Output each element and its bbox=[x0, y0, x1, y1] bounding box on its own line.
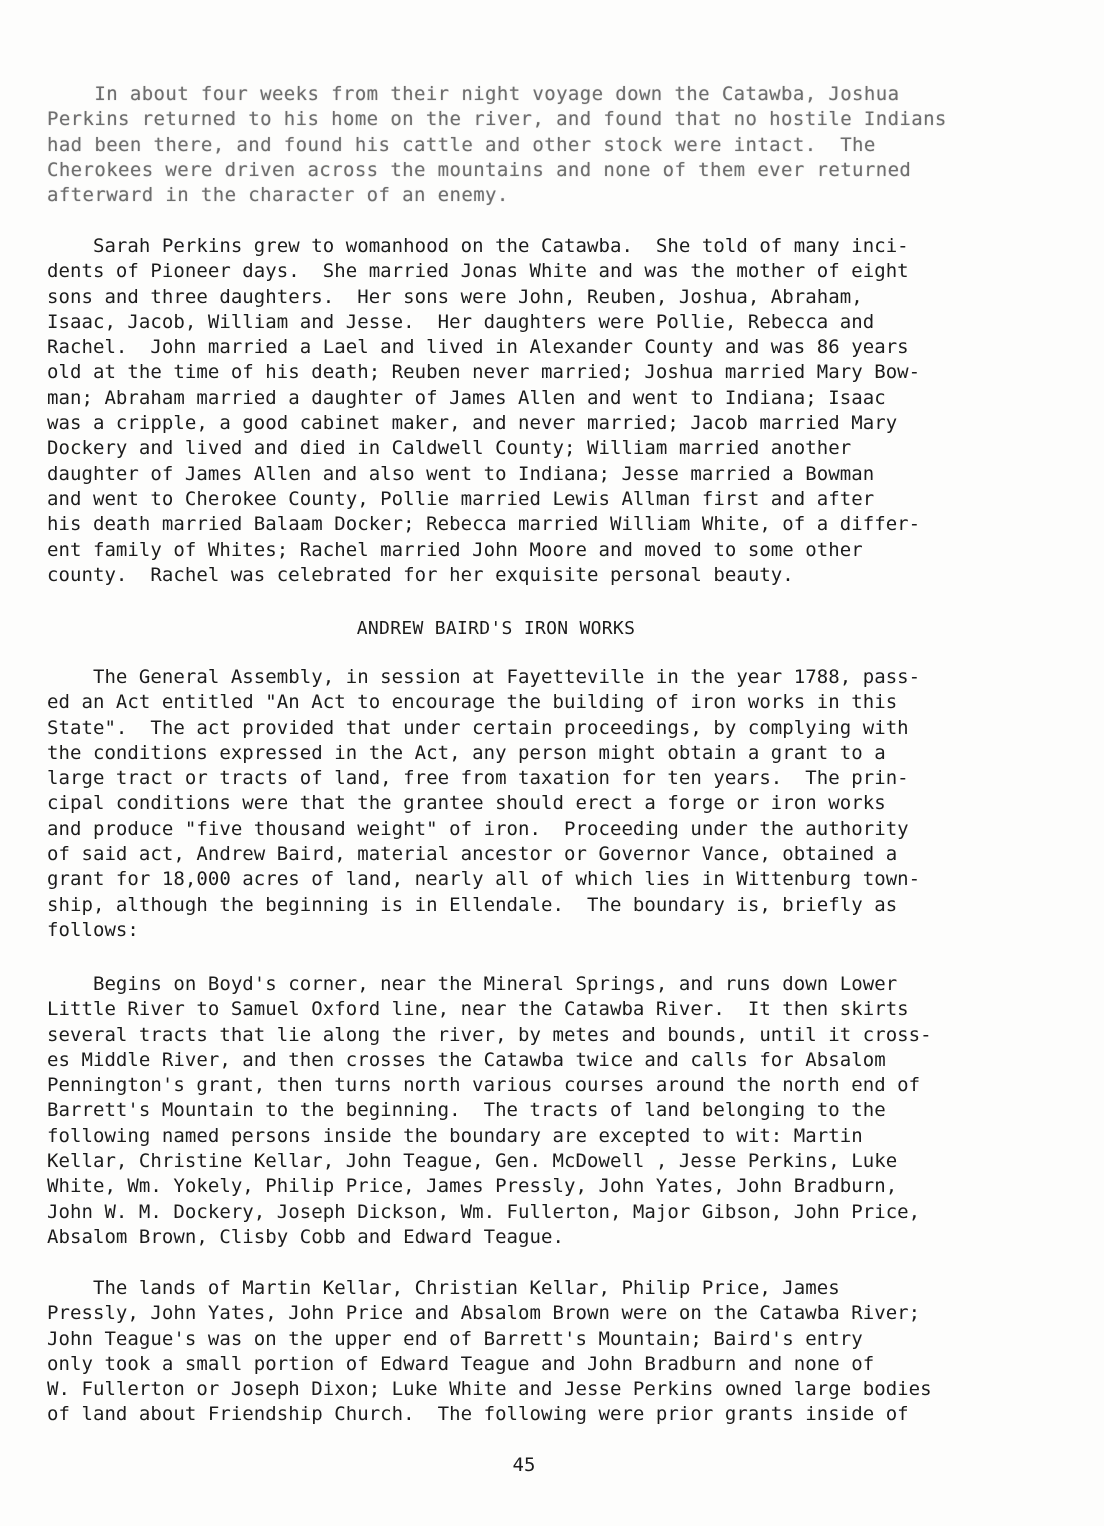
paragraph-boundary bbox=[47, 972, 1047, 1250]
text-line: was a cripple, a good cabinet maker, and never married; Jacob married Mary bbox=[47, 412, 898, 435]
text-line: Pennington's grant, then turns north various courses around the north end of bbox=[47, 1074, 921, 1097]
text-line: of land about Friendship Church. The following were prior grants inside of bbox=[47, 1403, 909, 1426]
section-heading bbox=[0, 617, 1104, 641]
text-line: follows: bbox=[47, 918, 139, 941]
page-number-text: 45 bbox=[512, 1454, 536, 1476]
text-line: sons and three daughters. Her sons were John, Reuben, Joshua, Abraham, bbox=[47, 285, 863, 308]
text-line: man; Abraham married a daughter of James Allen and went to Indiana; Isaac bbox=[47, 386, 886, 409]
paragraph-night-voyage bbox=[47, 82, 1047, 208]
text-line: Little River to Samuel Oxford line, near the Catawba River. It then skirts bbox=[47, 998, 909, 1021]
text-line: The lands of Martin Kellar, Christian Kellar, Philip Price, James bbox=[47, 1277, 840, 1299]
text-line: of said act, Andrew Baird, material ancestor or Governor Vance, obtained a bbox=[47, 843, 898, 866]
text-line: W. Fullerton or Joseph Dixon; Luke White and Jesse Perkins owned large bodies bbox=[47, 1378, 932, 1401]
text-line: John W. M. Dockery, Joseph Dickson, Wm. Fullerton, Major Gibson, John Price, bbox=[47, 1200, 921, 1223]
text-line: Dockery and lived and died in Caldwell County; William married another bbox=[47, 437, 852, 460]
text-line: several tracts that lie along the river, by metes and bounds, until it cross- bbox=[47, 1023, 932, 1046]
text-line: ship, although the beginning is in Ellendale. The boundary is, briefly as bbox=[47, 893, 898, 916]
text-line: cipal conditions were that the grantee should erect a forge or iron works bbox=[47, 792, 886, 815]
text-line: had been there, and found his cattle and other stock were intact. The bbox=[47, 133, 876, 156]
text-line: old at the time of his death; Reuben never married; Joshua married Mary Bow- bbox=[47, 361, 921, 384]
text-line: only took a small portion of Edward Teague and John Bradburn and none of bbox=[47, 1352, 875, 1375]
text-line: es Middle River, and then crosses the Catawba twice and calls for Absalom bbox=[47, 1048, 886, 1071]
paragraph-lands bbox=[47, 1276, 1047, 1428]
section-heading-text: ANDREW BAIRD'S IRON WORKS bbox=[356, 618, 636, 639]
text-line: county. Rachel was celebrated for her exquisite personal beauty. bbox=[47, 563, 794, 586]
text-line: White, Wm. Yokely, Philip Price, James Pressly, John Yates, John Bradburn, bbox=[47, 1175, 898, 1198]
text-line: and produce "five thousand weight" of iron. Proceeding under the authority bbox=[47, 817, 909, 840]
text-line: The General Assembly, in session at Fayetteville in the year 1788, pass- bbox=[47, 666, 921, 688]
text-line: Absalom Brown, Clisby Cobb and Edward Teague. bbox=[47, 1225, 565, 1248]
text-line: daughter of James Allen and also went to Indiana; Jesse married a Bowman bbox=[47, 462, 875, 485]
text-line: State". The act provided that under certain proceedings, by complying with bbox=[47, 716, 909, 739]
text-line: Barrett's Mountain to the beginning. The tracts of land belonging to the bbox=[47, 1099, 886, 1122]
text-line: Isaac, Jacob, William and Jesse. Her daughters were Pollie, Rebecca and bbox=[47, 310, 875, 333]
text-line: Pressly, John Yates, John Price and Absalom Brown were on the Catawba River; bbox=[47, 1302, 921, 1325]
paragraph-sarah-perkins bbox=[47, 234, 1047, 588]
text-line: the conditions expressed in the Act, any person might obtain a grant to a bbox=[47, 741, 886, 764]
text-line: Rachel. John married a Lael and lived in Alexander County and was 86 years bbox=[47, 336, 909, 359]
text-line: Begins on Boyd's corner, near the Mineral Springs, and runs down Lower bbox=[47, 973, 898, 995]
text-line: Kellar, Christine Kellar, John Teague, Gen. McDowell , Jesse Perkins, Luke bbox=[47, 1150, 898, 1173]
text-line: grant for 18,000 acres of land, nearly all of which lies in Wittenburg town- bbox=[47, 868, 921, 891]
text-line: In about four weeks from their night voyage down the Catawba, Joshua bbox=[47, 83, 900, 105]
text-line: his death married Balaam Docker; Rebecca married William White, of a differ- bbox=[47, 513, 921, 536]
paragraph-general-assembly bbox=[47, 665, 1047, 943]
text-line: dents of Pioneer days. She married Jonas White and was the mother of eight bbox=[47, 260, 909, 283]
text-line: ed an Act entitled "An Act to encourage the building of iron works in this bbox=[47, 691, 898, 714]
page-number bbox=[0, 1453, 1104, 1477]
text-line: Perkins returned to his home on the river, and found that no hostile Indians bbox=[47, 108, 947, 131]
text-line: Cherokees were driven across the mountains and none of them ever returned bbox=[47, 158, 912, 181]
text-line: ent family of Whites; Rachel married John Moore and moved to some other bbox=[47, 538, 863, 561]
text-line: following named persons inside the boundary are excepted to wit: Martin bbox=[47, 1124, 863, 1147]
text-line: Sarah Perkins grew to womanhood on the Catawba. She told of many inci- bbox=[47, 235, 909, 257]
text-line: John Teague's was on the upper end of Barrett's Mountain; Baird's entry bbox=[47, 1327, 863, 1350]
text-line: and went to Cherokee County, Pollie married Lewis Allman first and after bbox=[47, 487, 875, 510]
text-line: large tract or tracts of land, free from taxation for ten years. The prin- bbox=[47, 767, 909, 790]
text-line: afterward in the character of an enemy. bbox=[47, 184, 509, 207]
